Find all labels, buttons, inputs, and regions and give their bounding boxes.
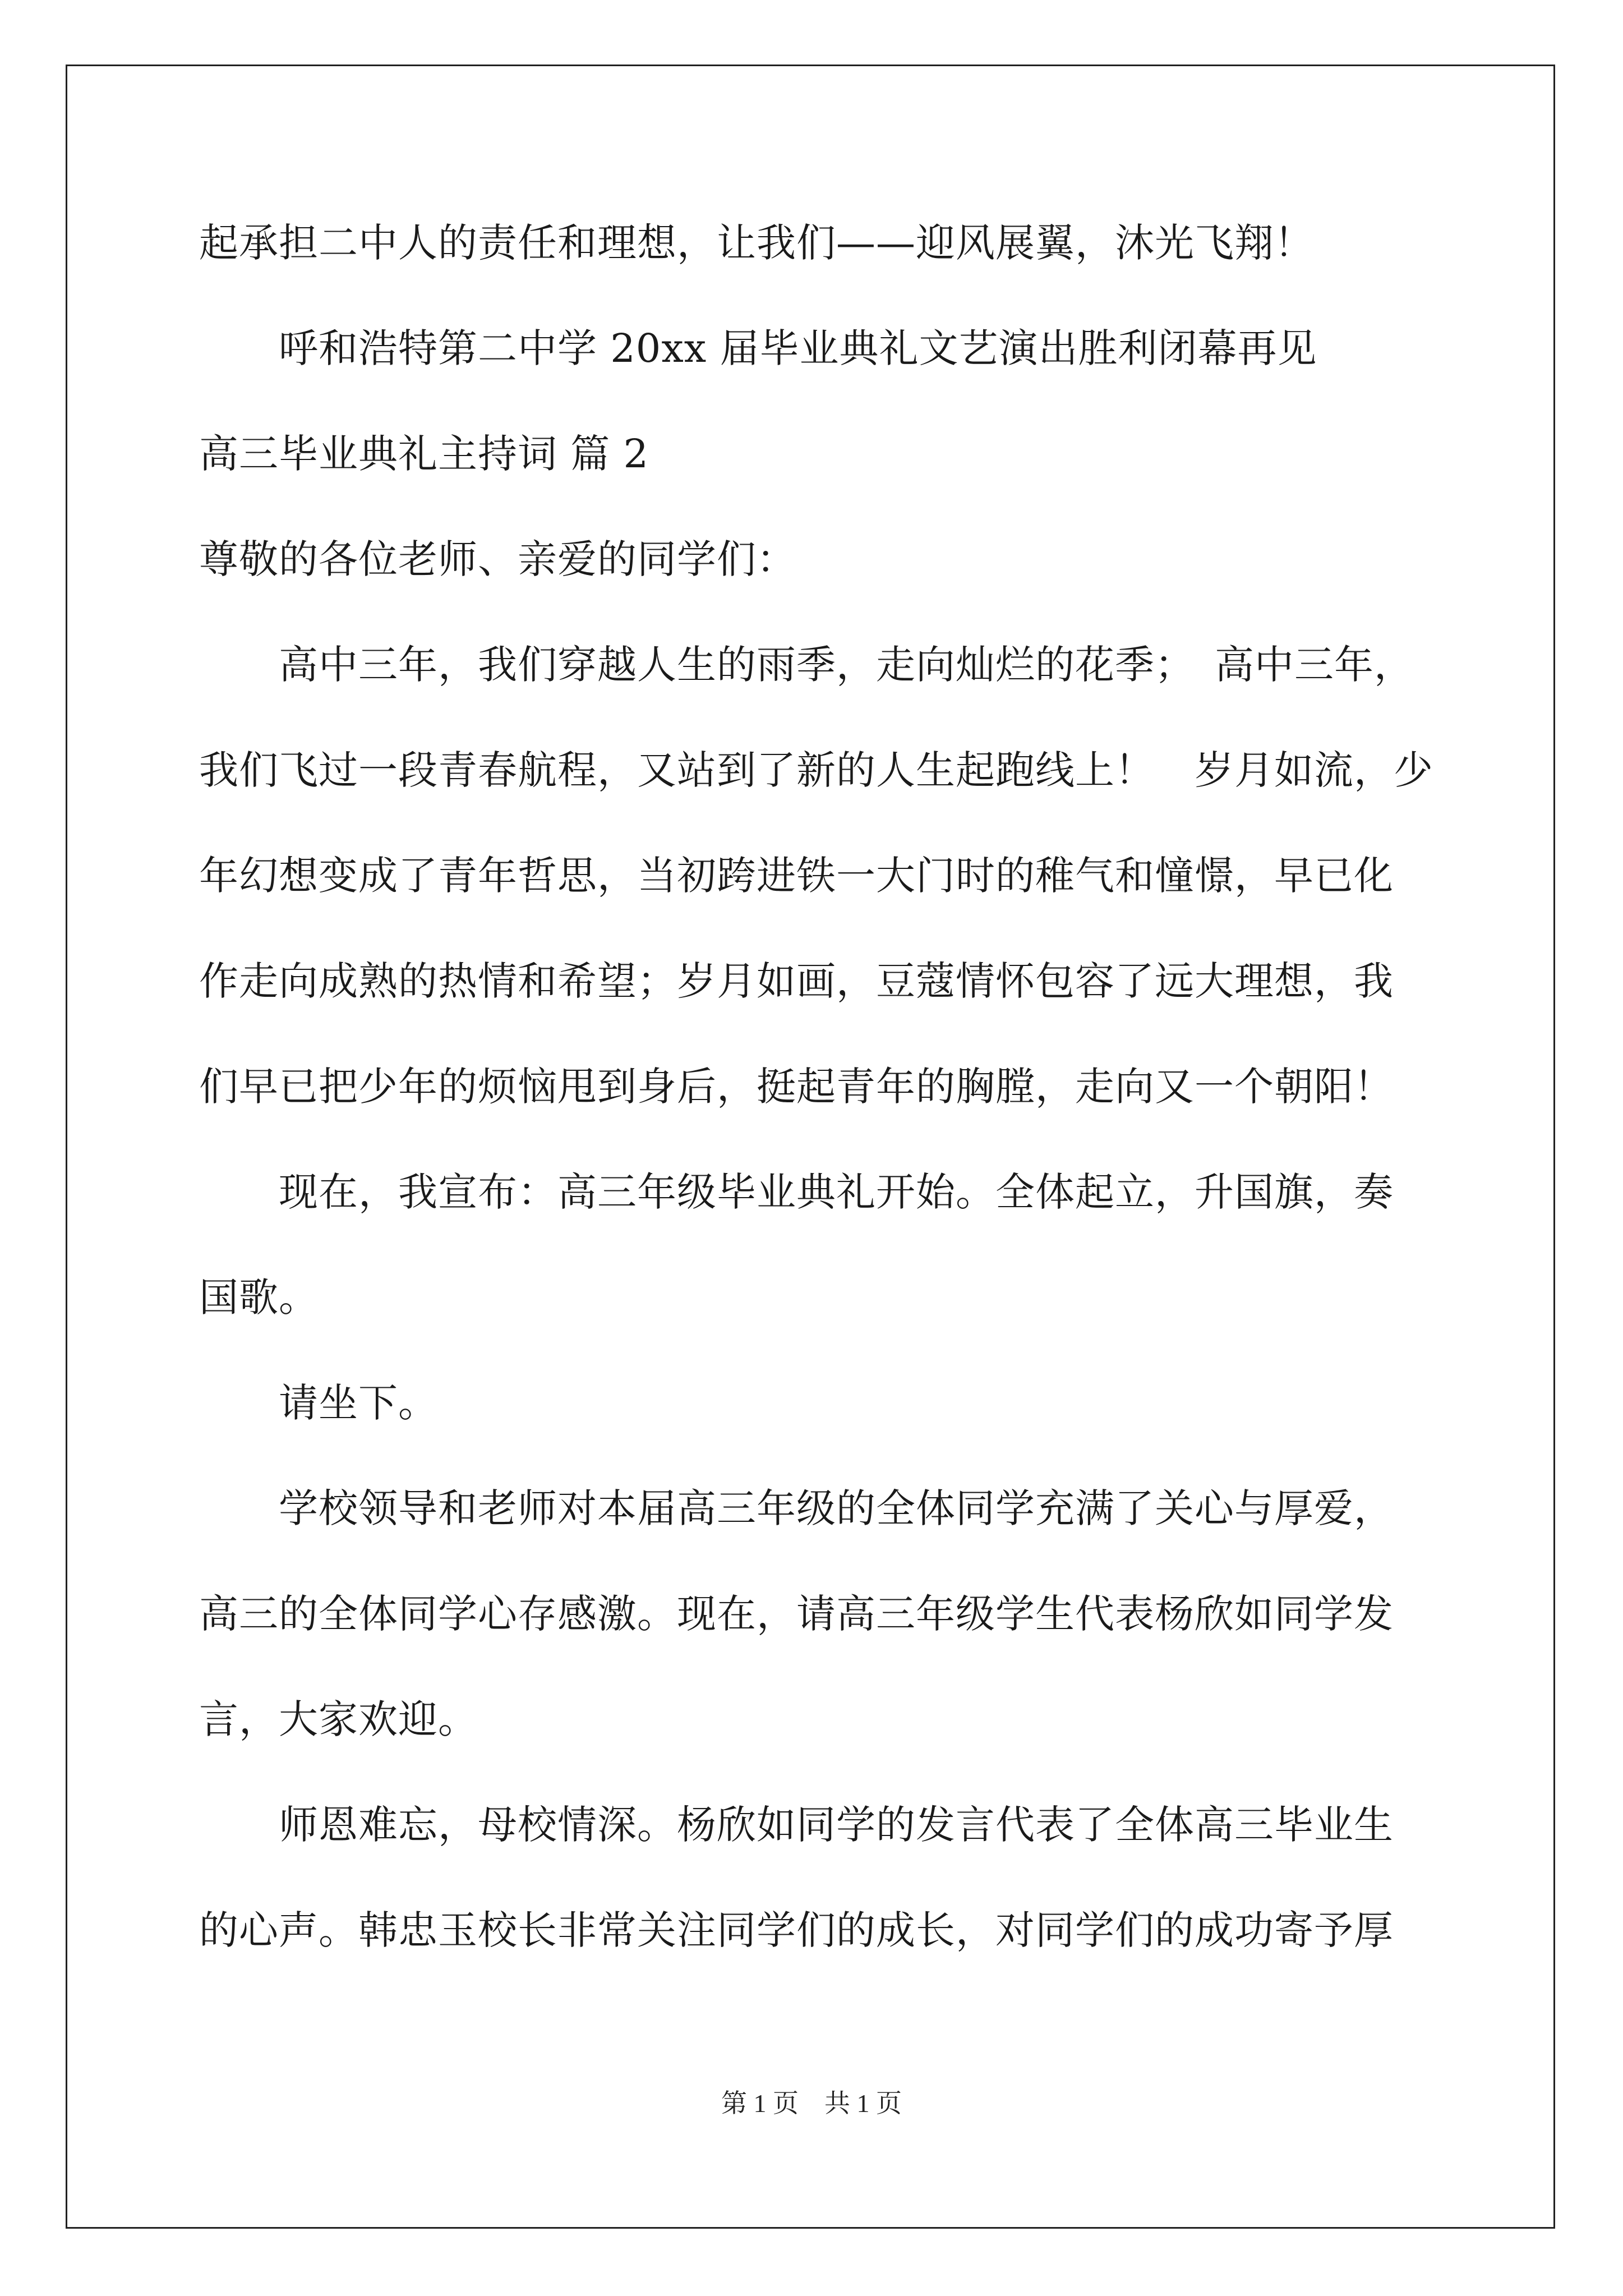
text-line: 年幻想变成了青年哲思，当初跨进铁一大门时的稚气和憧憬，早已化 bbox=[199, 853, 1394, 899]
section-heading: 高三毕业典礼主持词 篇 2 bbox=[199, 431, 649, 477]
text-line: 呼和浩特第二中学 20xx 届毕业典礼文艺演出胜利闭幕再见 bbox=[199, 325, 1317, 371]
text-line: 起承担二中人的责任和理想，让我们——迎风展翼，沐光飞翔！ bbox=[199, 220, 1314, 266]
page-number-footer: 第 1 页 共 1 页 bbox=[721, 2089, 902, 2118]
text-line: 国歌。 bbox=[199, 1274, 319, 1320]
text-line: 学校领导和老师对本届高三年级的全体同学充满了关心与厚爱， bbox=[199, 1485, 1394, 1531]
salutation: 尊敬的各位老师、亲爱的同学们： bbox=[199, 536, 796, 582]
text-line: 言，大家欢迎。 bbox=[199, 1696, 478, 1742]
text-line: 的心声。韩忠玉校长非常关注同学们的成长，对同学们的成功寄予厚 bbox=[199, 1907, 1394, 1953]
text-line: 作走向成熟的热情和希望；岁月如画，豆蔻情怀包容了远大理想，我 bbox=[199, 958, 1394, 1004]
text-line: 高三的全体同学心存感激。现在，请高三年级学生代表杨欣如同学发 bbox=[199, 1591, 1394, 1637]
text-line: 高中三年，我们穿越人生的雨季，走向灿烂的花季； 高中三年， bbox=[199, 642, 1414, 688]
text-line: 师恩难忘，母校情深。杨欣如同学的发言代表了全体高三毕业生 bbox=[199, 1802, 1394, 1848]
text-line: 们早已把少年的烦恼甩到身后，挺起青年的胸膛，走向又一个朝阳！ bbox=[199, 1064, 1394, 1110]
text-line: 我们飞过一段青春航程，又站到了新的人生起跑线上！ 岁月如流，少 bbox=[199, 747, 1433, 793]
text-line: 现在，我宣布：高三年级毕业典礼开始。全体起立，升国旗，奏 bbox=[199, 1169, 1394, 1215]
text-line: 请坐下。 bbox=[199, 1380, 438, 1426]
document-body bbox=[199, 216, 1450, 1957]
